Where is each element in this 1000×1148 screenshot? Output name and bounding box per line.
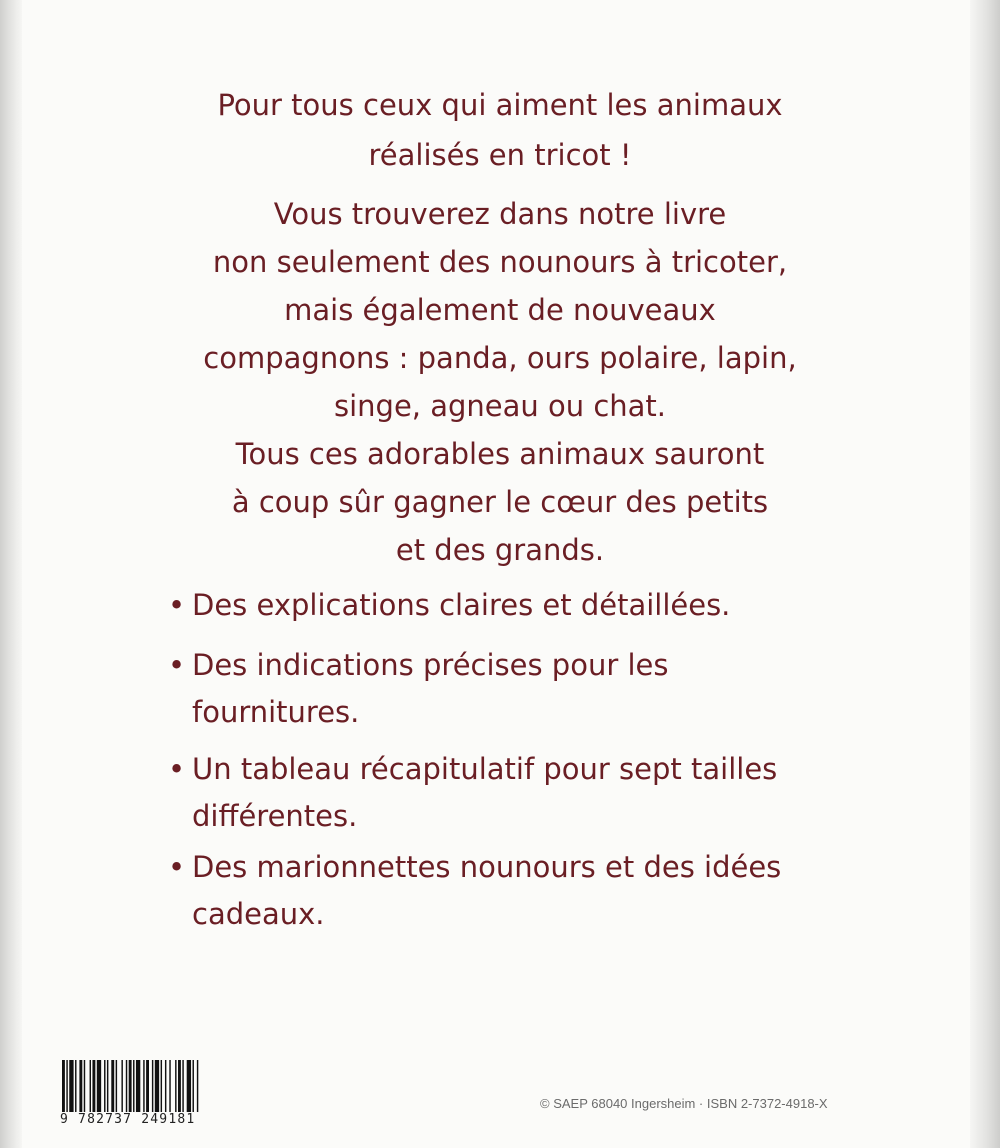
feature-text: Des marionnettes nounours et des idées: [192, 850, 782, 884]
feature-text: fournitures.: [192, 695, 360, 729]
feature-item: [168, 746, 777, 840]
feature-text: cadeaux.: [192, 897, 325, 931]
barcode-bar: [62, 1060, 65, 1120]
headline-line-1: Pour tous ceux qui aiment les animaux: [217, 88, 783, 122]
feature-item: [168, 582, 730, 629]
barcode-bar: [90, 1060, 91, 1112]
barcode-bar: [178, 1060, 181, 1112]
barcode-bars: [60, 1060, 242, 1120]
barcode-bar: [161, 1060, 162, 1112]
feature-item: [168, 642, 669, 736]
barcode-bar: [143, 1060, 144, 1112]
barcode-bar: [197, 1060, 198, 1120]
copyright-isbn-line: © SAEP 68040 Ingersheim · ISBN 2-7372-4918-X: [540, 1096, 828, 1111]
intro-line-4: compagnons : panda, ours polaire, lapin,: [203, 341, 797, 375]
barcode-bar: [146, 1060, 149, 1112]
barcode-bar: [84, 1060, 85, 1112]
intro-paragraph: [0, 190, 1000, 574]
intro-line-6: Tous ces adorables animaux sauront: [235, 437, 765, 471]
intro-line-2: non seulement des nounours à tricoter,: [212, 245, 788, 279]
barcode-bar: [182, 1060, 183, 1112]
intro-line-7: à coup sûr gagner le cœur des petits: [231, 485, 769, 519]
barcode-bar: [193, 1060, 194, 1112]
barcode-bar: [107, 1060, 108, 1112]
barcode-bar: [92, 1060, 95, 1112]
feature-text: Des explications claires et détaillées.: [192, 588, 731, 622]
feature-text: différentes.: [192, 799, 358, 833]
barcode-bar: [104, 1060, 105, 1112]
bullet-marker: •: [168, 752, 186, 786]
bullet-marker: •: [168, 850, 186, 884]
intro-line-8: et des grands.: [395, 533, 605, 567]
headline-line-2: réalisés en tricot !: [368, 138, 632, 172]
barcode-bar: [121, 1060, 122, 1112]
barcode-bar: [155, 1060, 159, 1112]
feature-text: Des indications précises pour les: [192, 648, 669, 682]
barcode-bar: [175, 1060, 176, 1112]
barcode-bar: [152, 1060, 153, 1112]
feature-text: Un tableau récapitulatif pour sept tailles: [192, 752, 778, 786]
barcode-bar: [69, 1060, 73, 1112]
barcode-bar: [133, 1060, 134, 1112]
bullet-marker: •: [168, 588, 186, 622]
barcode-bar: [79, 1060, 82, 1112]
intro-line-3: mais également de nouveaux: [284, 293, 716, 327]
cover-headline: [0, 80, 1000, 180]
bullet-marker: •: [168, 648, 186, 682]
barcode-number: 9 782737 249181: [58, 1112, 252, 1127]
barcode-bar: [97, 1060, 101, 1112]
barcode-bar: [111, 1060, 114, 1112]
barcode-bar: [126, 1060, 127, 1112]
barcode-bar: [187, 1060, 191, 1112]
barcode-bar: [66, 1060, 67, 1120]
intro-line-1: Vous trouverez dans notre livre: [273, 197, 727, 231]
barcode-bar: [129, 1060, 132, 1120]
barcode-bar: [116, 1060, 117, 1112]
barcode-bar: [136, 1060, 140, 1112]
feature-item: [168, 844, 781, 938]
barcode-bar: [75, 1060, 76, 1112]
barcode-bar: [165, 1060, 166, 1112]
barcode-bar: [169, 1060, 170, 1112]
intro-line-5: singe, agneau ou chat.: [333, 389, 667, 423]
